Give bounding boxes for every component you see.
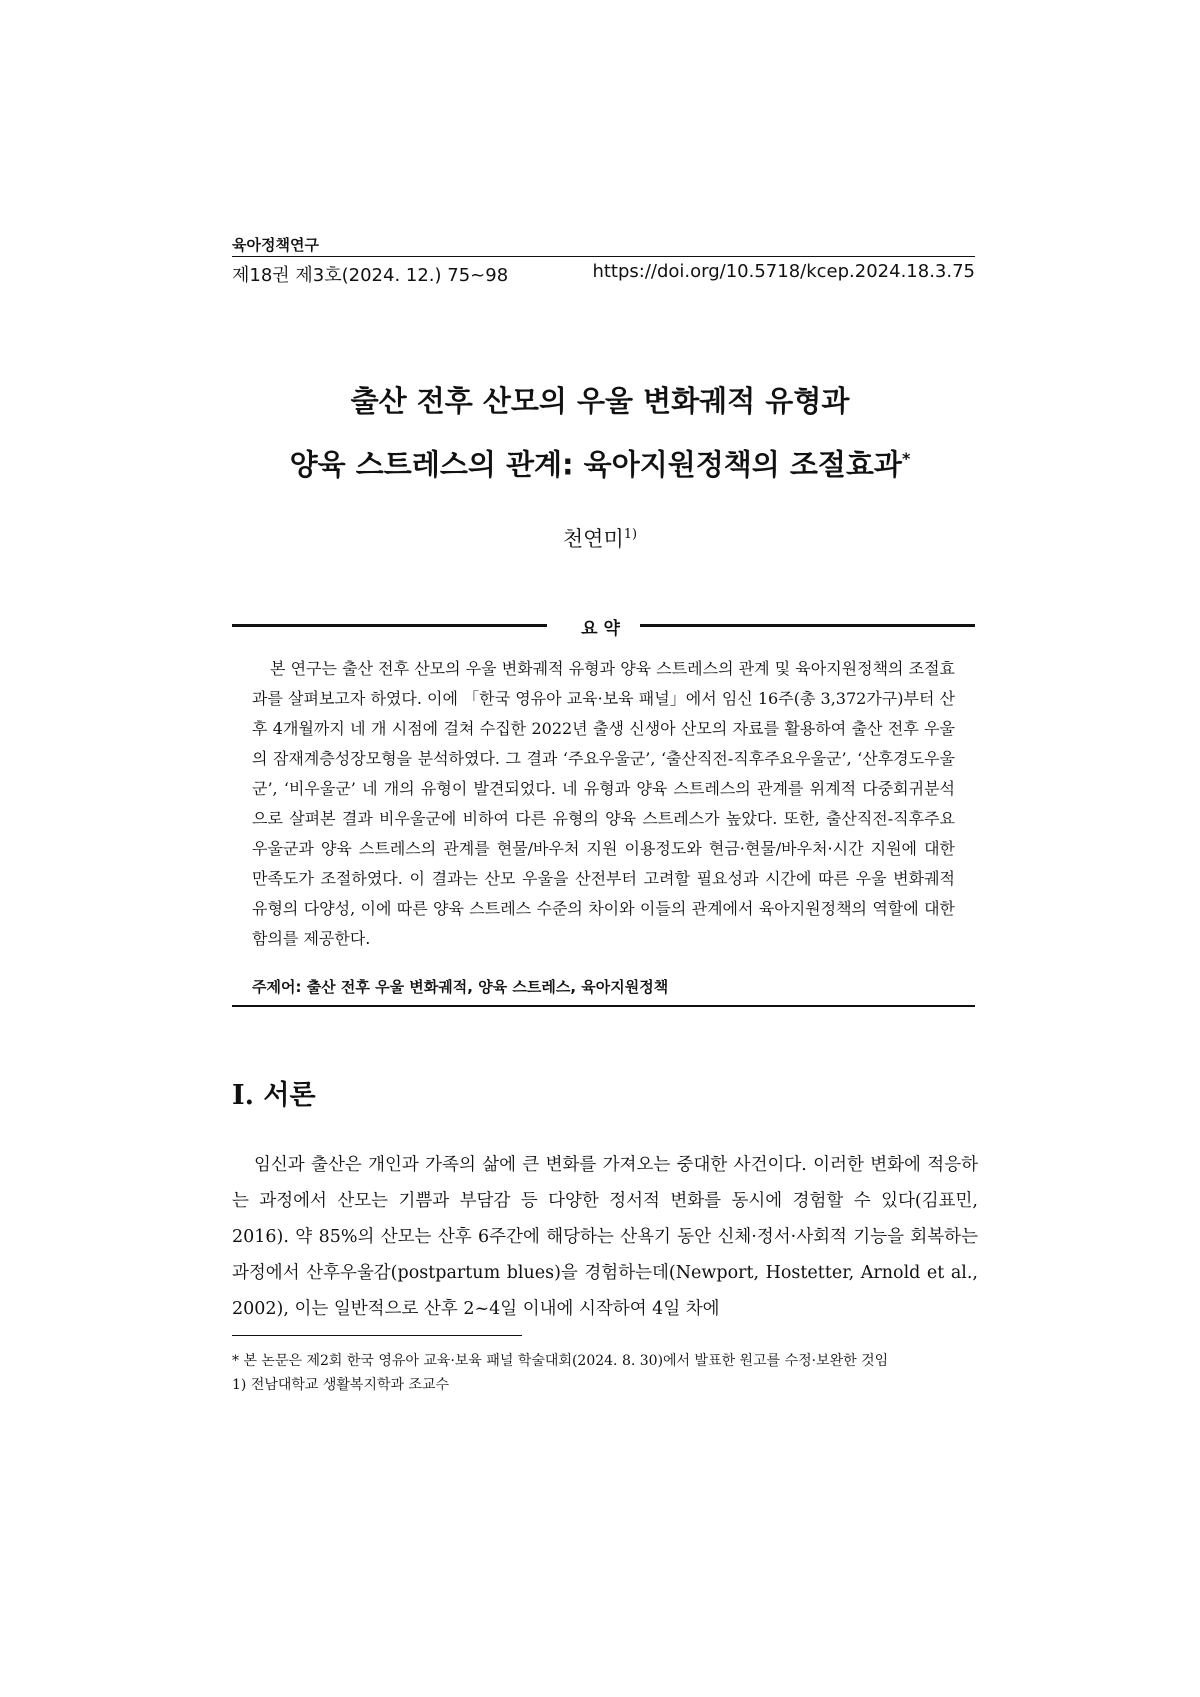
header-divider: [232, 256, 975, 257]
title-footnote-mark[interactable]: *: [901, 449, 911, 468]
footnotes: [232, 1349, 888, 1397]
footnote-2: 1) 전남대학교 생활복지학과 조교수: [232, 1377, 450, 1393]
abstract-bottom-divider: [232, 1005, 975, 1007]
title-line-2-text: 양육 스트레스의 관계: 육아지원정책의 조절효과: [289, 447, 902, 482]
footnote-1: * 본 논문은 제2회 한국 영유아 교육·보육 패널 학술대회(2024. 8. 30)에서 발표한 원고를 수정·보완한 것임: [232, 1353, 889, 1369]
footnote-divider: [232, 1335, 522, 1336]
doi-link[interactable]: https://doi.org/10.5718/kcep.2024.18.3.75: [592, 261, 975, 282]
author: [0, 523, 1200, 553]
abstract-header: [232, 614, 975, 639]
title-line-1: 출산 전후 산모의 우울 변화궤적 유형과: [350, 384, 850, 418]
section-heading: Ⅰ. 서론: [232, 1080, 316, 1111]
issue-info: 제18권 제3호(2024. 12.) 75~98: [232, 265, 509, 286]
title-line-2: [0, 430, 1200, 494]
author-name: 천연미: [562, 527, 624, 551]
paper-title: [0, 372, 1200, 494]
keywords: 주제어: 출산 전후 우울 변화궤적, 양육 스트레스, 육아지원정책: [252, 978, 669, 996]
author-footnote-mark[interactable]: 1): [623, 527, 638, 542]
section-body: 임신과 출산은 개인과 가족의 삶에 큰 변화를 가져오는 중대한 사건이다. 이러한 변화에 적응하는 과정에서 산모는 기쁨과 부담감 등 다양한 정서적 변화를 동시에 경험할 수 있다(김표민, 2016). 약 85%의 산모는 산후 6주간에 해당하는 산욕기 동안 신체·정서·사회적 기능을 회복하는 과정에서 산후우울감(postpartum blues)을 경험하는데(Newport, Hostetter, Arnold et al., 2002), 이는 일반적으로 산후 2~4일 이내에 시작하여 4일 차에: [232, 1155, 978, 1319]
abstract-body: 본 연구는 출산 전후 산모의 우울 변화궤적 유형과 양육 스트레스의 관계 및 육아지원정책의 조절효과를 살펴보고자 하였다. 이에 「한국 영유아 교육·보육 패널」에서 임신 16주(총 3,372가구)부터 산후 4개월까지 네 개 시점에 걸쳐 수집한 2022년 출생 신생아 산모의 자료를 활용하여 출산 전후 우울의 잠재계층성장모형을 분석하였다. 그 결과 ‘주요우울군’, ‘출산직전-직후주요우울군’, ‘산후경도우울군’, ‘비우울군’ 네 개의 유형이 발견되었다. 네 유형과 양육 스트레스의 관계를 위계적 다중회귀분석으로 살펴본 결과 비우울군에 비하여 다른 유형의 양육 스트레스가 높았다. 또한, 출산직전-직후주요우울군과 양육 스트레스의 관계를 현물/바우처 지원 이용정도와 현금·현물/바우처·시간 지원에 대한 만족도가 조절하였다. 이 결과는 산모 우울을 산전부터 고려할 필요성과 시간에 따른 우울 변화궤적 유형의 다양성, 이에 따른 양육 스트레스 수준의 차이와 이들의 관계에서 육아지원정책의 역할에 대한 함의를 제공한다.: [252, 659, 955, 948]
abstract-label: 요약: [581, 619, 626, 639]
journal-name: 육아정책연구: [232, 236, 319, 254]
